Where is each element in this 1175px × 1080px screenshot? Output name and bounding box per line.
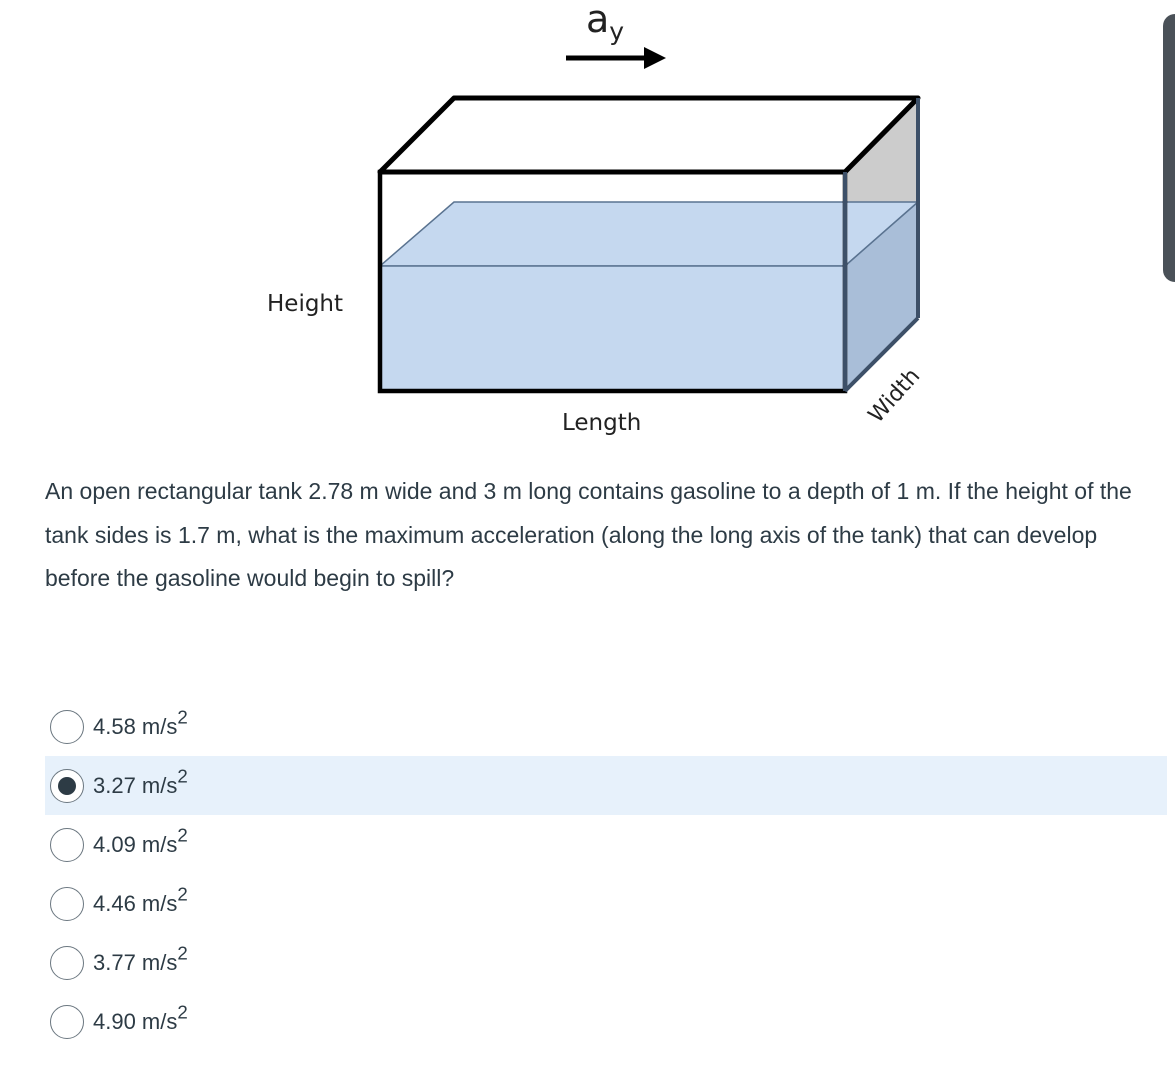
answer-option-6[interactable] [45, 992, 1167, 1051]
answer-option-2[interactable] [45, 756, 1167, 815]
answer-label[interactable]: 4.58 $m/s^2$ [93, 706, 188, 739]
tank-figure [0, 0, 1175, 440]
answer-label[interactable]: 3.77 $m/s^2$ [93, 942, 188, 975]
acceleration-arrow-head [644, 47, 666, 69]
answer-label[interactable]: 4.46 $m/s^2$ [93, 883, 188, 916]
radio-button[interactable] [50, 946, 84, 980]
tank-diagram [0, 0, 1175, 440]
side-panel-tab[interactable] [1163, 14, 1175, 282]
answer-label[interactable]: 3.27 $m/s^2$ [93, 765, 188, 798]
tank-top-rim [380, 98, 918, 172]
answer-option-4[interactable] [45, 874, 1167, 933]
radio-button[interactable] [50, 887, 84, 921]
answer-label[interactable]: 4.09 $m/s^2$ [93, 824, 188, 857]
length-label: Length [562, 410, 642, 436]
radio-dot-icon [58, 777, 76, 795]
radio-button[interactable] [50, 828, 84, 862]
height-label: Height [267, 291, 344, 317]
radio-button[interactable] [50, 769, 84, 803]
question-text: An open rectangular tank 2.78 m wide and 3 m long contains gasoline to a depth of 1 m. If the height of the tank sides is 1.7 m, what is the maximum acceleration (along the long axis of the tank) that can develop before the gasoline would begin to spill? [45, 478, 1132, 591]
answer-option-3[interactable] [45, 815, 1167, 874]
width-label: Width [863, 363, 926, 429]
answer-label[interactable]: 4.90 $m/s^2$ [93, 1001, 188, 1034]
answer-option-5[interactable] [45, 933, 1167, 992]
radio-button[interactable] [50, 710, 84, 744]
answer-list [45, 697, 1167, 1051]
liquid-surface [380, 202, 918, 266]
radio-button[interactable] [50, 1005, 84, 1039]
acceleration-label: $a_y$ [586, 0, 625, 46]
answer-option-1[interactable] [45, 697, 1167, 756]
liquid-front [380, 266, 845, 390]
